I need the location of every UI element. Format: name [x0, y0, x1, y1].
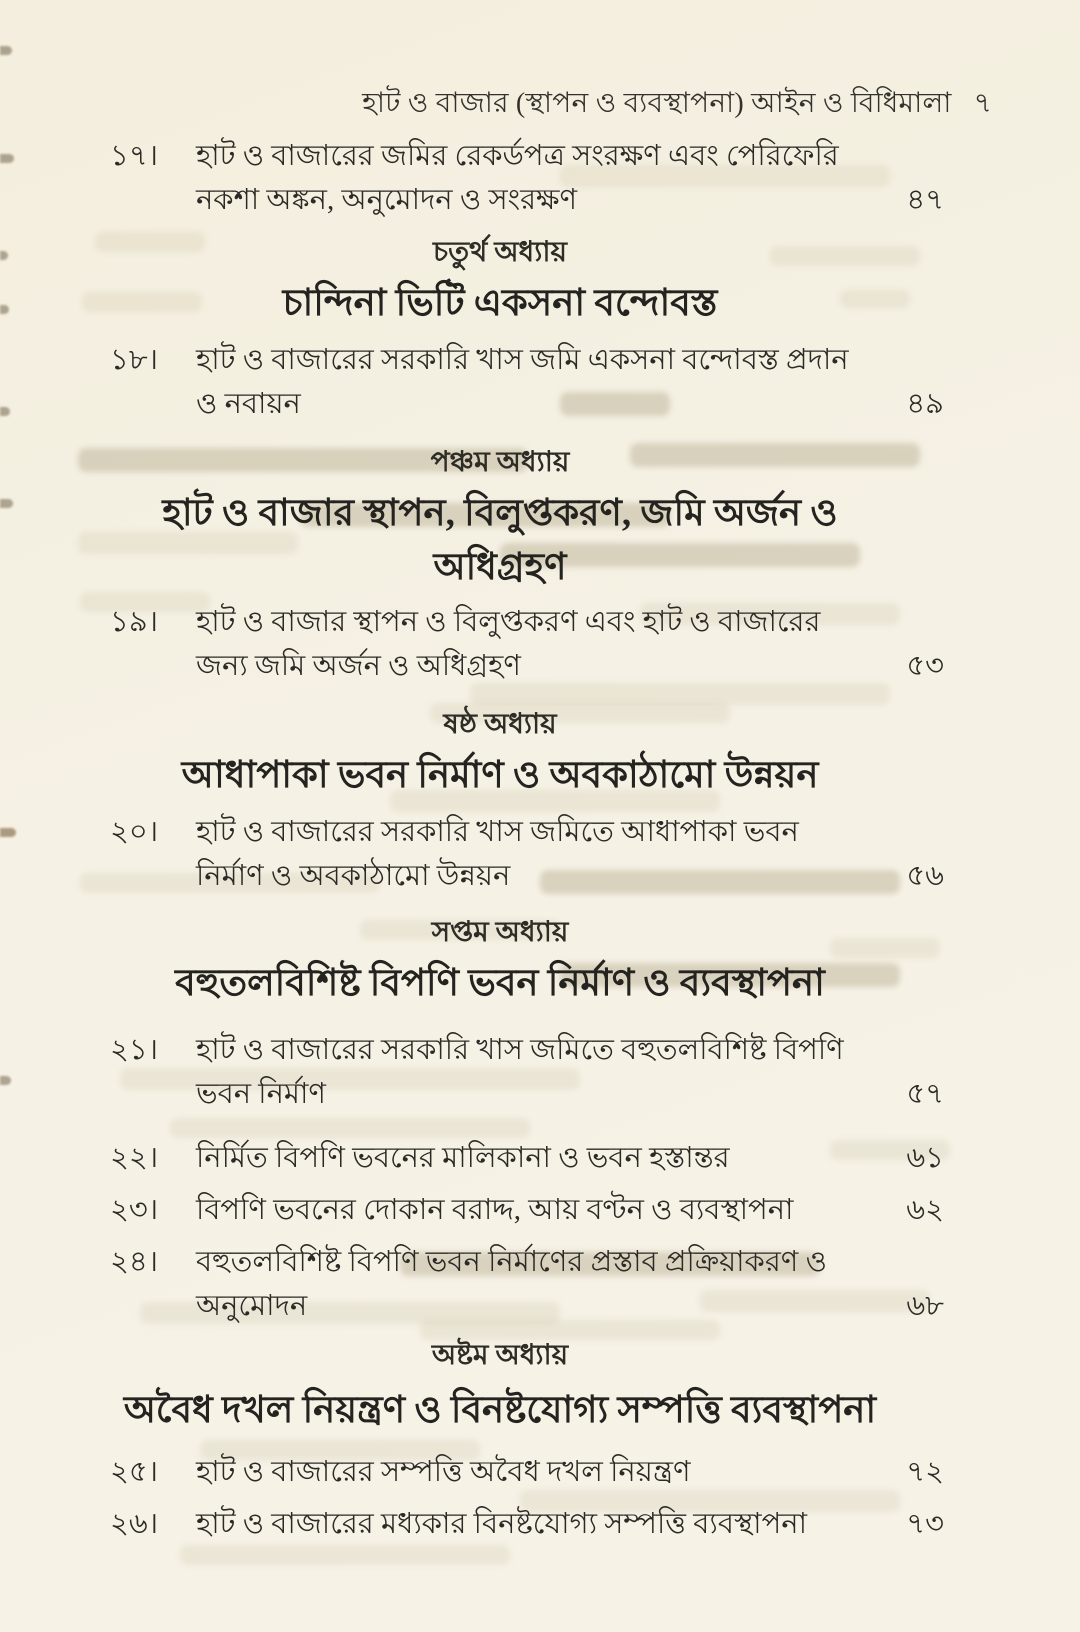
- entry-number: ১৭।: [110, 140, 159, 172]
- toc-entry-22: [110, 1136, 944, 1180]
- entry-page-number: ৬৮: [906, 1290, 944, 1322]
- entry-text-line: হাট ও বাজারের জমির রেকর্ডপত্র সংরক্ষণ এবং পেরিফেরি: [196, 140, 839, 172]
- toc-entry-23: [110, 1188, 944, 1232]
- binding-mark: [0, 1076, 11, 1085]
- chapter-heading-6: ষষ্ঠ অধ্যায়: [443, 709, 557, 740]
- chapter-title-5: [40, 487, 960, 595]
- chapter-heading-7: সপ্তম অধ্যায়: [431, 917, 569, 948]
- entry-text-line: নির্মাণ ও অবকাঠামো উন্নয়ন: [196, 860, 511, 892]
- entry-text-line: ও নবায়ন: [196, 388, 301, 420]
- entry-text-line: বহুতলবিশিষ্ট বিপণি ভবন নির্মাণের প্রস্তাব প্রক্রিয়াকরণ ও: [196, 1246, 827, 1278]
- chapter-title-8: অবৈধ দখল নিয়ন্ত্রণ ও বিনষ্টযোগ্য সম্পত্তি ব্যবস্থাপনা: [123, 1390, 877, 1431]
- chapter-title-6: আধাপাকা ভবন নির্মাণ ও অবকাঠামো উন্নয়ন: [181, 755, 819, 796]
- running-header: [112, 84, 992, 124]
- entry-text-line: হাট ও বাজারের সম্পত্তি অবৈধ দখল নিয়ন্ত্রণ: [196, 1456, 691, 1488]
- entry-page-number: ৭২: [906, 1456, 944, 1488]
- running-header-title: হাট ও বাজার (স্থাপন ও ব্যবস্থাপনা) আইন ও বিধিমালা: [362, 88, 952, 119]
- entry-page-number: ৫৭: [906, 1078, 944, 1110]
- toc-entry-25: [110, 1450, 944, 1494]
- chapter-heading-8: অষ্টম অধ্যায়: [431, 1340, 569, 1371]
- entry-text-line: ভবন নির্মাণ: [196, 1078, 326, 1110]
- entry-number: ২২।: [110, 1142, 159, 1174]
- entry-text-line: বিপণি ভবনের দোকান বরাদ্দ, আয় বণ্টন ও ব্যবস্থাপনা: [196, 1194, 794, 1226]
- entry-text-line: হাট ও বাজার স্থাপন ও বিলুপ্তকরণ এবং হাট ও বাজারের: [196, 606, 821, 638]
- toc-entry-18: [110, 338, 944, 426]
- entry-text-line: নকশা অঙ্কন, অনুমোদন ও সংরক্ষণ: [196, 184, 578, 216]
- toc-entry-17: [110, 134, 944, 222]
- entry-text-line: হাট ও বাজারের সরকারি খাস জমিতে বহুতলবিশিষ্ট বিপণি: [196, 1034, 844, 1066]
- entry-page-number: ৬২: [906, 1194, 944, 1226]
- entry-number: ২৩।: [110, 1194, 159, 1226]
- chapter-title-line: অধিগ্রহণ: [433, 547, 567, 588]
- entry-number: ২৪।: [110, 1246, 159, 1278]
- entry-number: ২৫।: [110, 1456, 159, 1488]
- chapter-heading-5: পঞ্চম অধ্যায়: [430, 447, 570, 478]
- entry-page-number: ৬১: [906, 1142, 944, 1174]
- chapter-title-4: চান্দিনা ভিটি একসনা বন্দোবস্ত: [282, 283, 718, 324]
- entry-page-number: ৫৩: [906, 650, 944, 682]
- toc-entry-19: [110, 600, 944, 688]
- binding-mark: [0, 251, 8, 260]
- entry-page-number: ৪৯: [906, 388, 944, 420]
- toc-entry-20: [110, 810, 944, 898]
- entry-page-number: ৫৬: [906, 860, 944, 892]
- entry-text-line: হাট ও বাজারের সরকারি খাস জমি একসনা বন্দোবস্ত প্রদান: [196, 344, 849, 376]
- binding-mark: [0, 499, 13, 508]
- entry-text-line: হাট ও বাজারের মধ্যকার বিনষ্টযোগ্য সম্পত্তি ব্যবস্থাপনা: [196, 1508, 807, 1540]
- chapter-heading-4: চতুর্থ অধ্যায়: [433, 237, 567, 268]
- entry-number: ২১।: [110, 1034, 159, 1066]
- toc-entry-21: [110, 1028, 944, 1116]
- entry-text-line: হাট ও বাজারের সরকারি খাস জমিতে আধাপাকা ভবন: [196, 816, 799, 848]
- binding-mark: [0, 46, 12, 55]
- binding-mark: [0, 305, 9, 314]
- entry-text-line: জন্য জমি অর্জন ও অধিগ্রহণ: [196, 650, 521, 682]
- entry-page-number: ৭৩: [906, 1508, 944, 1540]
- running-header-page-number: ৭: [973, 88, 992, 119]
- chapter-title-7: বহুতলবিশিষ্ট বিপণি ভবন নির্মাণ ও ব্যবস্থাপনা: [175, 963, 825, 1004]
- entry-number: ২০।: [110, 816, 159, 848]
- toc-entry-26: [110, 1502, 944, 1546]
- entry-number: ২৬।: [110, 1508, 159, 1540]
- bleedthrough-smudge: [170, 1118, 530, 1138]
- binding-mark: [0, 407, 10, 416]
- entry-text-line: নির্মিত বিপণি ভবনের মালিকানা ও ভবন হস্তান্তর: [196, 1142, 730, 1174]
- binding-mark: [0, 828, 16, 837]
- entry-number: ১৯।: [110, 606, 159, 638]
- bleedthrough-smudge: [180, 1545, 510, 1565]
- toc-entry-24: [110, 1240, 944, 1328]
- binding-mark: [0, 154, 14, 163]
- entry-number: ১৮।: [110, 344, 159, 376]
- entry-page-number: ৪৭: [906, 184, 944, 216]
- entry-text-line: অনুমোদন: [196, 1290, 308, 1322]
- chapter-title-line: হাট ও বাজার স্থাপন, বিলুপ্তকরণ, জমি অর্জন ও: [162, 493, 838, 534]
